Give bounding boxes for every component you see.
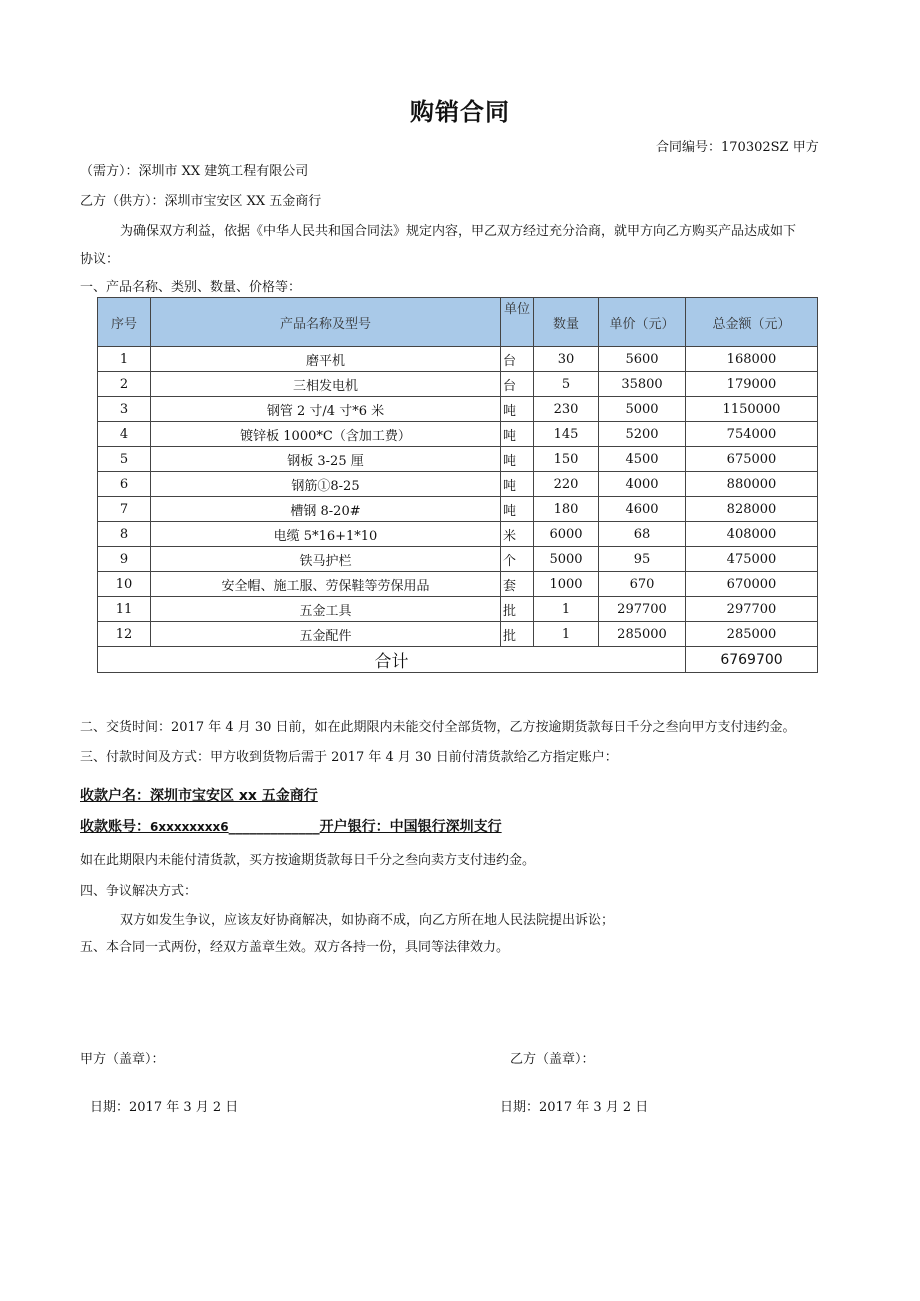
cell-total: 754000 (686, 422, 818, 447)
cell-total: 675000 (686, 447, 818, 472)
cell-price: 68 (599, 522, 686, 547)
party-b: 乙方（供方）：深圳市宝安区 XX 五金商行 (80, 194, 322, 209)
table-row (98, 372, 818, 397)
section-1-heading: 一、产品名称、类别、数量、价格等： (80, 280, 302, 295)
section-3-payment: 三、付款时间及方式：甲方收到货物后需于 2017 年 4 月 30 日前付清货款给乙方指定账户： (80, 750, 618, 765)
cell-unit: 吨 (501, 422, 534, 447)
cell-unit: 台 (501, 372, 534, 397)
cell-unit: 台 (501, 347, 534, 372)
table-row (98, 497, 818, 522)
cell-no: 10 (98, 572, 151, 597)
cell-name: 钢筋①8-25 (151, 472, 501, 497)
section-2-delivery: 二、交货时间：2017 年 4 月 30 日前，如在此期限内未能交付全部货物，乙方按逾期货款每日千分之叁向甲方支付违约金。 (80, 720, 796, 735)
table-row (98, 597, 818, 622)
cell-price: 297700 (599, 597, 686, 622)
cell-qty: 230 (534, 397, 599, 422)
dispute-resolution: 双方如发生争议，应该友好协商解决，如协商不成，向乙方所在地人民法院提出诉讼； (120, 913, 615, 928)
table-row (98, 547, 818, 572)
signature-party-a: 甲方（盖章）： (80, 1052, 165, 1067)
late-payment-penalty: 如在此期限内未能付清货款，买方按逾期货款每日千分之叁向卖方支付违约金。 (80, 853, 536, 868)
cell-price: 5000 (599, 397, 686, 422)
cell-qty: 5 (534, 372, 599, 397)
cell-name: 五金配件 (151, 622, 501, 647)
account-blank: _____________ (228, 819, 320, 835)
cell-unit: 吨 (501, 472, 534, 497)
table-row (98, 522, 818, 547)
header-unit: 单位 (501, 298, 534, 347)
cell-unit: 个 (501, 547, 534, 572)
cell-unit: 吨 (501, 447, 534, 472)
cell-no: 6 (98, 472, 151, 497)
cell-name: 钢板 3-25 厘 (151, 447, 501, 472)
cell-total: 285000 (686, 622, 818, 647)
account-line (80, 816, 502, 836)
cell-price: 95 (599, 547, 686, 572)
cell-no: 7 (98, 497, 151, 522)
header-name: 产品名称及型号 (151, 298, 501, 347)
contract-number: 合同编号：170302SZ 甲方 (656, 140, 819, 155)
table-row (98, 447, 818, 472)
cell-name: 电缆 5*16+1*10 (151, 522, 501, 547)
cell-qty: 180 (534, 497, 599, 522)
cell-qty: 1 (534, 622, 599, 647)
cell-name: 五金工具 (151, 597, 501, 622)
cell-no: 8 (98, 522, 151, 547)
account-number-label: 收款账号： (80, 819, 150, 835)
cell-qty: 5000 (534, 547, 599, 572)
cell-qty: 30 (534, 347, 599, 372)
product-table (97, 297, 818, 673)
cell-unit: 吨 (501, 497, 534, 522)
cell-total: 1150000 (686, 397, 818, 422)
cell-price: 670 (599, 572, 686, 597)
cell-total: 475000 (686, 547, 818, 572)
cell-qty: 1000 (534, 572, 599, 597)
cell-no: 4 (98, 422, 151, 447)
cell-price: 4000 (599, 472, 686, 497)
cell-no: 5 (98, 447, 151, 472)
section-4-heading: 四、争议解决方式： (80, 884, 198, 899)
account-number: 6xxxxxxxx6 (150, 820, 229, 834)
page-title: 购销合同 (410, 98, 510, 126)
cell-name: 铁马护栏 (151, 547, 501, 572)
cell-name: 镀锌板 1000*C（含加工费） (151, 422, 501, 447)
date-party-b: 日期：2017 年 3 月 2 日 (500, 1100, 649, 1115)
table-row (98, 422, 818, 447)
bank-name: 开户银行：中国银行深圳支行 (319, 819, 502, 835)
account-name: 收款户名：深圳市宝安区 xx 五金商行 (80, 788, 318, 804)
header-total: 总金额（元） (686, 298, 818, 347)
cell-total: 297700 (686, 597, 818, 622)
table-header-row (98, 298, 818, 347)
total-label: 合计 (98, 647, 686, 673)
date-party-a: 日期：2017 年 3 月 2 日 (90, 1100, 239, 1115)
table-row (98, 347, 818, 372)
header-qty: 数量 (534, 298, 599, 347)
table-row (98, 472, 818, 497)
cell-unit: 吨 (501, 397, 534, 422)
table-row (98, 622, 818, 647)
cell-unit: 米 (501, 522, 534, 547)
cell-price: 5600 (599, 347, 686, 372)
party-a: （需方）：深圳市 XX 建筑工程有限公司 (80, 164, 309, 179)
section-5-copies: 五、本合同一式两份，经双方盖章生效。双方各持一份，具同等法律效力。 (80, 940, 510, 955)
cell-unit: 批 (501, 622, 534, 647)
cell-qty: 150 (534, 447, 599, 472)
total-value: 6769700 (686, 647, 818, 673)
cell-no: 1 (98, 347, 151, 372)
header-price: 单价（元） (599, 298, 686, 347)
cell-name: 三相发电机 (151, 372, 501, 397)
intro-line-1: 为确保双方利益，依据《中华人民共和国合同法》规定内容，甲乙双方经过充分洽商，就甲方向乙方购买产品达成如下 (120, 224, 797, 239)
cell-name: 槽钢 8-20# (151, 497, 501, 522)
cell-no: 9 (98, 547, 151, 572)
cell-total: 880000 (686, 472, 818, 497)
total-row (98, 647, 818, 673)
cell-qty: 1 (534, 597, 599, 622)
cell-no: 12 (98, 622, 151, 647)
cell-unit: 套 (501, 572, 534, 597)
cell-total: 408000 (686, 522, 818, 547)
cell-no: 2 (98, 372, 151, 397)
table-row (98, 397, 818, 422)
cell-name: 安全帽、施工服、劳保鞋等劳保用品 (151, 572, 501, 597)
cell-price: 5200 (599, 422, 686, 447)
table-row (98, 572, 818, 597)
cell-total: 670000 (686, 572, 818, 597)
cell-name: 磨平机 (151, 347, 501, 372)
cell-qty: 145 (534, 422, 599, 447)
cell-no: 3 (98, 397, 151, 422)
cell-no: 11 (98, 597, 151, 622)
cell-qty: 6000 (534, 522, 599, 547)
cell-total: 179000 (686, 372, 818, 397)
cell-price: 35800 (599, 372, 686, 397)
cell-unit: 批 (501, 597, 534, 622)
cell-qty: 220 (534, 472, 599, 497)
cell-total: 168000 (686, 347, 818, 372)
cell-price: 4500 (599, 447, 686, 472)
cell-total: 828000 (686, 497, 818, 522)
header-no: 序号 (98, 298, 151, 347)
cell-name: 钢管 2 寸/4 寸*6 米 (151, 397, 501, 422)
cell-price: 285000 (599, 622, 686, 647)
intro-line-2: 协议： (80, 252, 120, 267)
cell-price: 4600 (599, 497, 686, 522)
signature-party-b: 乙方（盖章）： (510, 1052, 595, 1067)
